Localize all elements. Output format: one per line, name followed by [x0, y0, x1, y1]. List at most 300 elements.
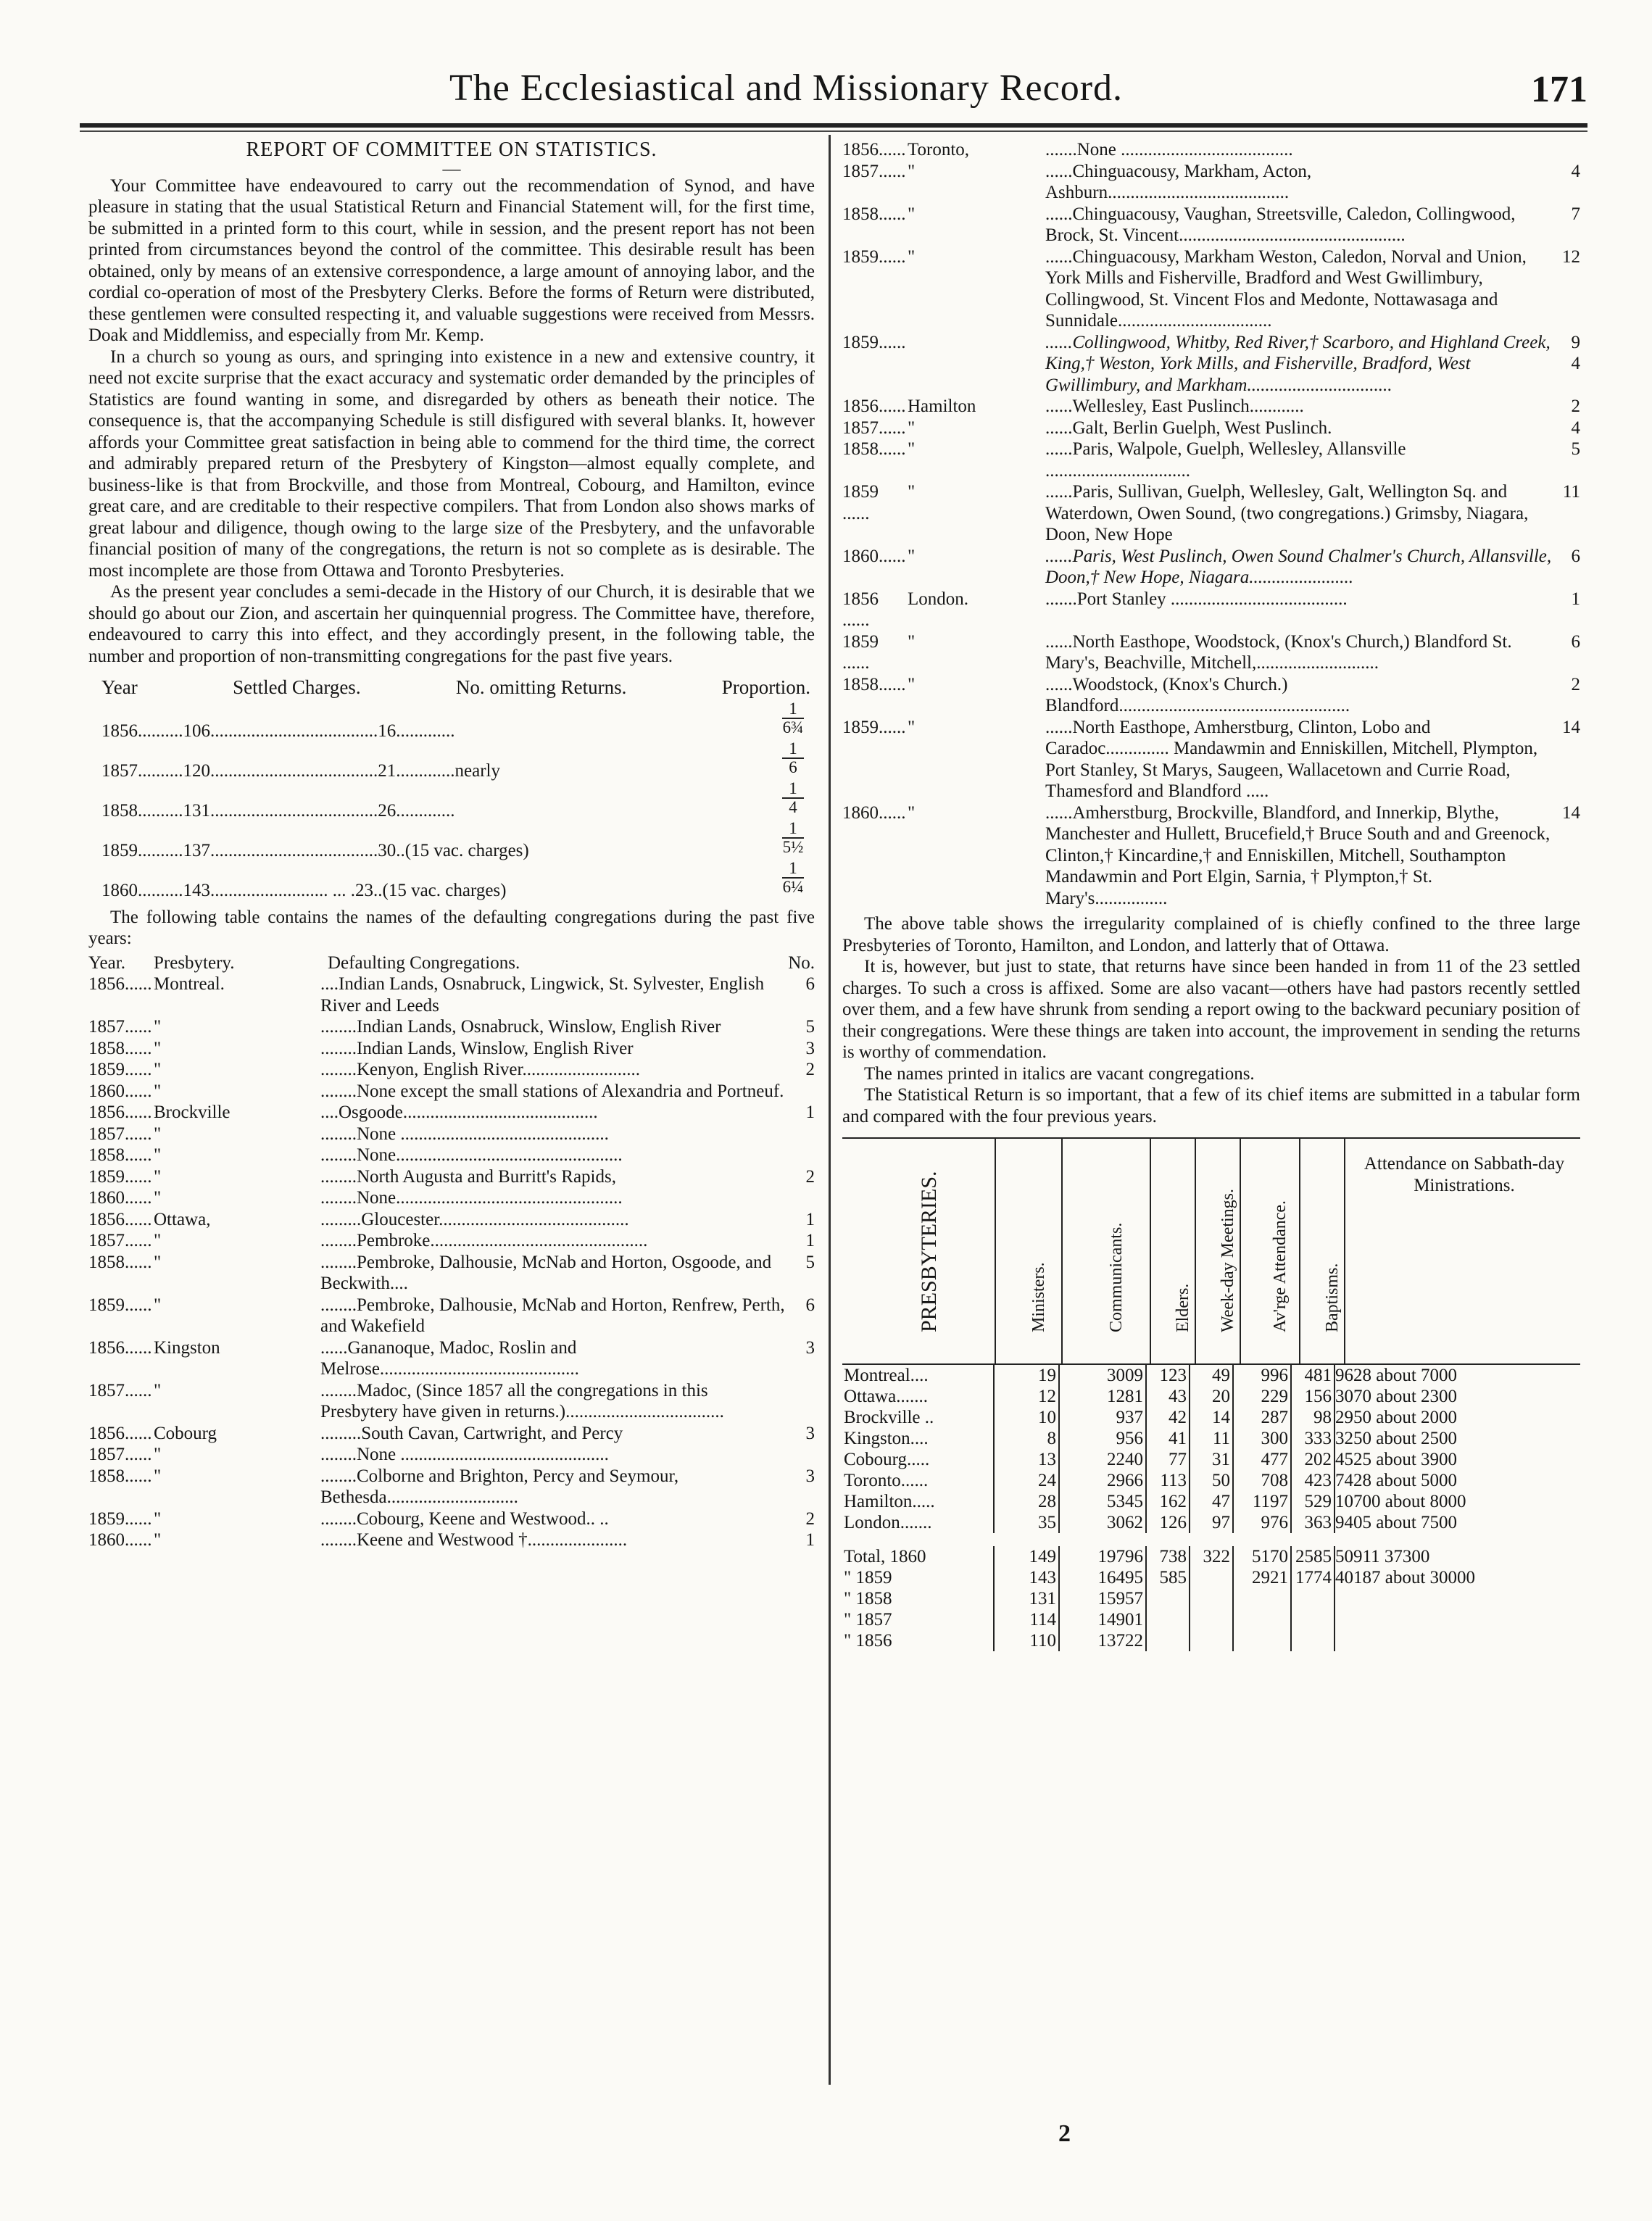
row-year: 1856...... [88, 1423, 152, 1443]
row-congregations: ........None.................................................. [320, 1188, 623, 1208]
header-rule-thin [80, 130, 1587, 132]
table-cell: 7428 about 5000 [1335, 1471, 1458, 1490]
table-cell: 98 [1292, 1407, 1335, 1428]
table-cell: 956 [1060, 1428, 1147, 1449]
table-cell [1335, 1588, 1580, 1609]
table-cell [1147, 1588, 1190, 1609]
table-cell: 19 [995, 1365, 1060, 1386]
list-item [88, 1145, 815, 1166]
table-cell: 937 [1060, 1407, 1147, 1428]
row-presbytery: " [154, 1188, 162, 1208]
row-presbytery: " [908, 418, 916, 438]
table-cell: 77 [1147, 1449, 1190, 1470]
row-count: 9 4 [1571, 332, 1580, 373]
row-year: 1857...... [842, 161, 906, 181]
paragraph: In a church so young as ours, and springing into existence in a new and extensive country, it need not excite surprise that the exact accuracy and systematic order demanded by the principles of Statistics are found wanting in some, and disregarded by others as beneath their notice. The consequence is, that the accompanying Schedule is still disfigured with several blanks. It, however affords your Committee great satisfaction in being able to commend for the third time, the correct and admirably prepared return of the Presbytery of Kingston—almost equally complete, and business-like is that from Brockville, and those from Montreal, Cobourg, and Hamilton, evince great care, and are creditable to their respective compilers. That from London also shows marks of great labour and diligence, though owing to the large size of the Presbytery, and the unfavorable financial position of many of the congregations, the return is not so complete as is desirable. The most incomplete are those from Ottawa and Toronto Presbyteries. [88, 346, 815, 581]
table-cell: 14901 [1060, 1609, 1147, 1630]
table-cell: Kingston.... [842, 1428, 995, 1449]
row-presbytery: " [154, 1166, 162, 1187]
title-dash: — [442, 159, 461, 179]
row-congregations: ......Chinguacousy, Markham Weston, Caledon, Norval and Union, York Mills and Fisherville, Bradford and West Gwillimbury, Collingwood, St. Vincent Flos and Medonte, Nottawasaga and Sunnidale.................................. [1045, 246, 1527, 331]
row-year: 1856...... [88, 1337, 152, 1358]
table-cell [1190, 1567, 1234, 1588]
table-row: 1858..........131.....................................26............. 1 4 [88, 781, 815, 821]
total-row [842, 1630, 1580, 1651]
table-row: 1860..........143.......................... ... .23..(15 vac. charges) 1 6¼ [101, 858, 804, 900]
table-cell: 24 [995, 1470, 1060, 1491]
row-year: 1859 ...... [842, 631, 879, 673]
row-congregations: ........Cobourg, Keene and Westwood.. .. [320, 1508, 609, 1529]
row-congregations: ......Wellesley, East Puslinch............ [1045, 397, 1304, 416]
header-sabbath: Attendance on Sabbath-day Ministrations. [1363, 1154, 1565, 1195]
row-congregations: ........None.................................................. [320, 1145, 623, 1165]
list-item [842, 546, 1580, 589]
row-presbytery: Montreal. [154, 974, 225, 994]
row-count: 2 [805, 1508, 815, 1529]
row-presbytery: " [908, 439, 916, 459]
table-cell: Toronto...... [842, 1470, 995, 1491]
row-congregations: ....Indian Lands, Osnabruck, Lingwick, St. Sylvester, English River and Leeds [320, 974, 765, 1016]
list-item [88, 1466, 815, 1508]
list-item [88, 1102, 815, 1124]
list-item [88, 973, 815, 1016]
row-presbytery: London. [908, 589, 969, 609]
row-presbytery: " [154, 1295, 162, 1315]
statistics-header [842, 1139, 1580, 1365]
list-item [842, 481, 1580, 546]
list-item [88, 1166, 815, 1188]
table-cell: 14 [1190, 1407, 1234, 1428]
table-cell: 49 [1190, 1365, 1234, 1386]
row-year: 1858...... [88, 1466, 152, 1486]
table-cell: 202 [1292, 1449, 1335, 1470]
table-cell: Ottawa....... [842, 1386, 995, 1407]
row-presbytery: " [908, 674, 916, 694]
row-congregations: .......Port Stanley ....................................... [1045, 589, 1348, 609]
left-column [88, 139, 815, 1551]
table-cell: 41 [1147, 1428, 1190, 1449]
row-congregations: ......Gananoque, Madoc, Roslin and Melrose............................................ [320, 1337, 579, 1379]
row-count: 1 [1571, 589, 1580, 609]
row-congregations: ......Paris, Walpole, Guelph, Wellesley, Allansville ................................ [1045, 439, 1406, 481]
table-cell: 5170 [1234, 1546, 1292, 1567]
list-item [88, 1295, 815, 1337]
table-cell: Montreal.... [842, 1365, 995, 1386]
row-year: 1859...... [88, 1508, 152, 1529]
header-elders: Elders. [1174, 1283, 1192, 1332]
table-cell: 9628 about 7000 [1335, 1366, 1458, 1385]
row-count: 1 [805, 1231, 815, 1250]
paragraph: The Statistical Return is so important, that a few of its chief items are submitted in a tabular form and compared with the four previous years. [842, 1085, 1580, 1126]
table-cell: " 1857 [842, 1609, 995, 1630]
row-year: 1860...... [842, 546, 906, 566]
table-cell: 1281 [1060, 1386, 1147, 1407]
statistics-body [842, 1365, 1580, 1651]
table-row [842, 1449, 1580, 1470]
row-count: 6 [1571, 546, 1580, 566]
row-year: 1856...... [842, 140, 906, 159]
table-cell: 156 [1292, 1386, 1335, 1407]
list-item [88, 1059, 815, 1081]
table-cell: 708 [1234, 1470, 1292, 1491]
row-congregations: ........None .............................................. [320, 1445, 609, 1464]
row-count: 3 [805, 1038, 815, 1058]
table-cell: 12 [995, 1386, 1060, 1407]
row-presbytery: " [908, 482, 916, 502]
table-cell: 97 [1190, 1512, 1234, 1533]
row-count: 11 [1562, 482, 1580, 502]
row-presbytery: " [908, 246, 916, 267]
row-count: 5 [805, 1252, 815, 1272]
row-count: 1 [805, 1209, 815, 1229]
table-cell: 114 [995, 1609, 1060, 1630]
row-presbytery: " [154, 1038, 162, 1058]
table-cell: 31 [1190, 1449, 1234, 1470]
row-count: 2 [805, 1166, 815, 1187]
row-congregations: ........Madoc, (Since 1857 all the congregations in this Presbytery have given in returns.)................................... [320, 1380, 724, 1421]
row-year: 1857...... [88, 1380, 152, 1400]
table-cell [1190, 1588, 1234, 1609]
row-presbytery: " [154, 1081, 162, 1101]
row-count: 12 [1562, 246, 1580, 267]
row-congregations: ......North Easthope, Amherstburg, Clinton, Lobo and Caradoc.............. Mandawmin and Enniskillen, Mitchell, Plympton, Port Stanley, St Marys, Saugeen, Wallacetown and Currie Road, Thamesford and Blandford ..... [1045, 717, 1538, 801]
row-presbytery: " [908, 717, 916, 737]
page-number: 171 [1531, 69, 1587, 110]
row-presbytery: Cobourg [154, 1423, 217, 1443]
row-year: 1860...... [88, 1081, 152, 1101]
list-item [842, 802, 1580, 910]
list-item [88, 1081, 815, 1103]
table-row [842, 1512, 1580, 1533]
row-year: 1858...... [88, 1252, 152, 1272]
table-cell: " 1856 [842, 1630, 995, 1651]
row-presbytery: " [908, 546, 916, 566]
table-cell: 19796 [1060, 1546, 1147, 1567]
row-count: 6 [805, 974, 815, 994]
right-column [842, 139, 1580, 1651]
table-cell [1234, 1630, 1292, 1651]
row-presbytery: " [154, 1530, 162, 1550]
row-congregations: ......Collingwood, Whitby, Red River,† Scarboro, and Highland Creek, King,† Weston, York Mills, and Fisherville, Bradford, West Gwillimbury, and Markham................................ [1045, 332, 1551, 395]
defaulting-header: Year. Presbytery. Defaulting Congregations. No. [88, 952, 815, 973]
row-congregations: ........Pembroke, Dalhousie, McNab and Horton, Renfrew, Perth, and Wakefield [320, 1295, 785, 1336]
row-presbytery: " [154, 1380, 162, 1400]
table-cell: 738 [1147, 1546, 1190, 1567]
table-cell: London....... [842, 1512, 995, 1533]
list-item [842, 589, 1580, 631]
row-congregations: ........Pembroke, Dalhousie, McNab and Horton, Osgoode, and Beckwith.... [320, 1252, 772, 1293]
row-congregations: ........Indian Lands, Winslow, English River [320, 1038, 634, 1058]
row-presbytery: " [154, 1466, 162, 1486]
row-congregations: .........Gloucester.......................................... [320, 1209, 629, 1229]
row-count: 3 [805, 1466, 815, 1486]
row-congregations: .........South Cavan, Cartwright, and Percy [320, 1423, 623, 1443]
table-row: 1857..........120.....................................21.............nearly 1 6 [88, 742, 815, 781]
table-cell: 2921 [1234, 1567, 1292, 1588]
table-cell: 2585 [1292, 1546, 1335, 1567]
table-cell: 11 [1190, 1428, 1234, 1449]
table-cell: 3250 about 2500 [1335, 1429, 1458, 1448]
list-item [88, 1337, 815, 1380]
table-gap [842, 1533, 1580, 1546]
row-count: 6 [805, 1295, 815, 1315]
paragraph: The above table shows the irregularity complained of is chiefly confined to the three large Presbyteries of Toronto, Hamilton, and London, and latterly that of Ottawa. [842, 914, 1580, 955]
row-year: 1856 ...... [842, 589, 879, 630]
table-cell [1335, 1609, 1580, 1630]
col-proportion: Proportion. [721, 676, 810, 698]
table-cell: 2966 [1060, 1470, 1147, 1491]
table-cell [1335, 1630, 1580, 1651]
header-rule [80, 123, 1587, 128]
list-item [842, 674, 1580, 717]
header-baptisms: Baptisms. [1323, 1263, 1342, 1332]
table-cell: 40187 about 30000 [1335, 1568, 1476, 1587]
row-congregations: ......North Easthope, Woodstock, (Knox's Church,) Blandford St. Mary's, Beachville, Mitchell,........................... [1045, 631, 1512, 673]
paragraph: It is, however, but just to state, that returns have since been handed in from 11 of the 23 settled charges. To such a cross is affixed. Some are also vacant—others have had pastors recently settled over them, and a few have shrunk from sending a report owing to the backward pecuniary position of their congregations. Were these things are taken into account, the improvement in sending the returns is worthy of commendation. [842, 957, 1580, 1062]
row-year: 1858...... [88, 1145, 152, 1165]
row-count: 2 [1571, 397, 1580, 416]
defaulting-intro: The following table contains the names of the defaulting congregations during the past five years: [88, 907, 815, 948]
table-cell [1292, 1609, 1335, 1630]
row-count: 2 [805, 1060, 815, 1079]
table-cell: 131 [995, 1588, 1060, 1609]
table-cell: Brockville .. [842, 1407, 995, 1428]
row-year: 1858...... [842, 674, 906, 694]
table-cell: 287 [1234, 1407, 1292, 1428]
table-cell: 9405 about 7500 [1335, 1513, 1458, 1532]
row-count: 4 [1571, 161, 1580, 181]
row-presbytery: " [154, 1124, 162, 1144]
table-cell: 42 [1147, 1407, 1190, 1428]
table-cell [1292, 1588, 1335, 1609]
row-year: 1860...... [842, 802, 906, 823]
list-item [88, 1444, 815, 1466]
row-year: 1858...... [842, 204, 906, 224]
table-cell: 43 [1147, 1386, 1190, 1407]
table-row [842, 1386, 1580, 1407]
row-count: 1 [805, 1530, 815, 1550]
list-item [842, 246, 1580, 332]
list-item [88, 1209, 815, 1231]
table-row [842, 1428, 1580, 1449]
table-cell: 477 [1234, 1449, 1292, 1470]
list-item [842, 332, 1580, 397]
list-item [88, 1124, 815, 1145]
list-item [842, 139, 1580, 161]
table-cell: 162 [1147, 1491, 1190, 1512]
table-cell: 13722 [1060, 1630, 1147, 1651]
signature-mark: 2 [1058, 2120, 1071, 2147]
list-item [842, 439, 1580, 481]
list-item [88, 1016, 815, 1038]
table-row [842, 1491, 1580, 1512]
table-cell: 35 [995, 1512, 1060, 1533]
table-cell [1292, 1630, 1335, 1651]
table-cell: 8 [995, 1428, 1060, 1449]
total-row [842, 1588, 1580, 1609]
table-cell [1234, 1588, 1292, 1609]
table-cell [1190, 1630, 1234, 1651]
row-year: 1856...... [88, 1209, 152, 1229]
list-item [842, 204, 1580, 246]
journal-title: The Ecclesiastical and Missionary Record. [449, 67, 1124, 109]
table-row [842, 1365, 1580, 1386]
table-cell: 10700 about 8000 [1335, 1492, 1466, 1511]
row-presbytery: " [154, 1060, 162, 1079]
proportion-table-header [88, 677, 815, 699]
row-count: 4 [1571, 418, 1580, 438]
row-count: 14 [1562, 717, 1580, 737]
total-row [842, 1567, 1580, 1588]
table-cell: 3070 about 2300 [1335, 1387, 1458, 1406]
table-cell: 143 [995, 1567, 1060, 1588]
row-congregations: ......Paris, West Puslinch, Owen Sound Chalmer's Church, Allansville, Doon,† New Hope, Niagara....................... [1045, 546, 1552, 587]
header-weekday: Week-day Meetings. [1219, 1188, 1237, 1332]
table-cell: 123 [1147, 1365, 1190, 1386]
row-year: 1857...... [842, 418, 906, 438]
row-year: 1859...... [88, 1295, 152, 1315]
table-row: 1856..........106.....................................16............. 1 6¾ [101, 699, 804, 741]
row-presbytery: " [154, 1252, 162, 1272]
row-year: 1856...... [88, 974, 152, 994]
table-cell: 300 [1234, 1428, 1292, 1449]
row-count: 6 [1571, 631, 1580, 652]
table-cell: 3062 [1060, 1512, 1147, 1533]
row-presbytery: " [154, 1017, 162, 1037]
table-cell: 363 [1292, 1512, 1335, 1533]
table-cell: 50911 37300 [1335, 1547, 1430, 1566]
col-omitting: No. omitting Returns. [455, 676, 627, 698]
list-item [842, 396, 1580, 418]
list-item [88, 1423, 815, 1445]
row-congregations: ......Paris, Sullivan, Guelph, Wellesley, Galt, Wellington Sq. and Waterdown, Owen Sound, (two congregations.) Grimsby, Niagara, Doon, New Hope [1045, 482, 1529, 544]
table-cell: 4525 about 3900 [1335, 1450, 1458, 1469]
list-item [88, 1038, 815, 1060]
list-item [88, 1187, 815, 1209]
row-congregations: ......Chinguacousy, Vaughan, Streetsville, Caledon, Collingwood, Brock, St. Vincent.................................................. [1045, 204, 1516, 245]
col-year: Year [101, 676, 138, 698]
row-year: 1860...... [88, 1530, 152, 1550]
table-cell: 16495 [1060, 1567, 1147, 1588]
row-count: 7 [1571, 204, 1580, 224]
table-cell: Hamilton..... [842, 1491, 995, 1512]
list-item [88, 1380, 815, 1423]
col-settled: Settled Charges. [233, 676, 361, 698]
row-count: 5 [1571, 439, 1580, 459]
row-year: 1859...... [88, 1060, 152, 1079]
row-year: 1857...... [88, 1017, 152, 1037]
row-congregations: ........None except the small stations of Alexandria and Portneuf. [320, 1081, 784, 1101]
table-cell: 10 [995, 1407, 1060, 1428]
row-congregations: ......Woodstock, (Knox's Church.) Blandford................................................... [1045, 674, 1350, 715]
row-congregations: ........Pembroke................................................ [320, 1231, 648, 1250]
row-presbytery: " [908, 802, 916, 823]
table-cell: 333 [1292, 1428, 1335, 1449]
header-attendance: Av'rge Attendance. [1271, 1200, 1290, 1332]
table-cell: 481 [1292, 1365, 1335, 1386]
page-header [80, 67, 1587, 117]
table-cell: 1774 [1292, 1567, 1335, 1588]
row-congregations: ....Osgoode........................................... [320, 1103, 598, 1122]
header-presbyteries: PRESBYTERIES. [917, 1170, 941, 1332]
table-row [842, 1407, 1580, 1428]
paragraph: As the present year concludes a semi-decade in the History of our Church, it is desirable that we should go about our Zion, and ascertain her quinquennial progress. The Committee have, therefore, endeavoured to carry this into effect, and they accordingly present, in the following table, the number and proportion of non-transmitting congregations for the past five years. [88, 582, 815, 666]
defaulting-list-right [842, 139, 1580, 909]
row-presbytery: Kingston [154, 1337, 220, 1358]
table-cell: 2240 [1060, 1449, 1147, 1470]
row-presbytery: Brockville [154, 1103, 231, 1122]
table-cell: 229 [1234, 1386, 1292, 1407]
row-presbytery: " [154, 1145, 162, 1165]
row-count: 5 [805, 1017, 815, 1037]
row-congregations: ......Amherstburg, Brockville, Blandford, and Innerkip, Blythe, Manchester and Hullett, Brucefield,† Bruce South and and Greenock, Clinton,† Kincardine,† and Enniskillen, Mitchell, Southampton Mandawmin and Port Elgin, Sarnia, † Plympton,† St. Mary's................ [1045, 802, 1551, 908]
list-item [88, 1508, 815, 1530]
row-year: 1858...... [88, 1038, 152, 1058]
table-cell: 585 [1147, 1567, 1190, 1588]
header-communicants: Communicants. [1107, 1222, 1126, 1332]
row-count: 3 [805, 1337, 815, 1358]
proportion-table [88, 699, 815, 901]
row-congregations: ........Keene and Westwood †...................... [320, 1530, 628, 1550]
table-cell: 126 [1147, 1512, 1190, 1533]
row-presbytery: Ottawa, [154, 1209, 211, 1229]
table-cell [1147, 1609, 1190, 1630]
row-congregations: ........Kenyon, English River.......................... [320, 1060, 640, 1079]
table-cell: 28 [995, 1491, 1060, 1512]
table-cell: Total, 1860 [842, 1546, 995, 1567]
row-count: 14 [1562, 802, 1580, 823]
list-item [88, 1529, 815, 1551]
table-cell: 5345 [1060, 1491, 1147, 1512]
row-presbytery: " [908, 204, 916, 224]
table-cell: 1197 [1234, 1491, 1292, 1512]
table-row [842, 1470, 1580, 1491]
table-cell: 113 [1147, 1470, 1190, 1491]
row-year: 1859...... [842, 246, 906, 267]
table-row: 1859..........137.....................................30..(15 vac. charges) 1 5½ [101, 818, 804, 860]
table-cell: 423 [1292, 1470, 1335, 1491]
row-count: 1 [805, 1103, 815, 1122]
row-congregations: ........North Augusta and Burritt's Rapids, [320, 1166, 616, 1187]
statistics-table [842, 1137, 1580, 1651]
table-cell: 3009 [1060, 1365, 1147, 1386]
list-item [842, 418, 1580, 439]
row-presbytery: " [908, 631, 916, 652]
row-year: 1860...... [88, 1188, 152, 1208]
row-presbytery: " [908, 161, 916, 181]
row-count: 3 [805, 1423, 815, 1443]
table-cell: 110 [995, 1630, 1060, 1651]
table-cell: 996 [1234, 1365, 1292, 1386]
row-year: 1857...... [88, 1445, 152, 1464]
total-row [842, 1609, 1580, 1630]
row-year: 1859...... [88, 1166, 152, 1187]
row-year: 1859...... [842, 332, 906, 352]
defaulting-list-left [88, 973, 815, 1551]
table-cell: Cobourg..... [842, 1449, 995, 1470]
row-presbytery: Hamilton [908, 397, 976, 416]
row-congregations: ........None .............................................. [320, 1124, 609, 1144]
list-item [842, 717, 1580, 802]
list-item [88, 1252, 815, 1295]
row-congregations: ........Indian Lands, Osnabruck, Winslow, English River [320, 1017, 721, 1037]
table-cell: 149 [995, 1546, 1060, 1567]
table-cell: 529 [1292, 1491, 1335, 1512]
row-presbytery: " [154, 1445, 162, 1464]
row-year: 1857...... [88, 1124, 152, 1144]
header-ministers: Ministers. [1029, 1261, 1048, 1332]
table-cell [1234, 1609, 1292, 1630]
